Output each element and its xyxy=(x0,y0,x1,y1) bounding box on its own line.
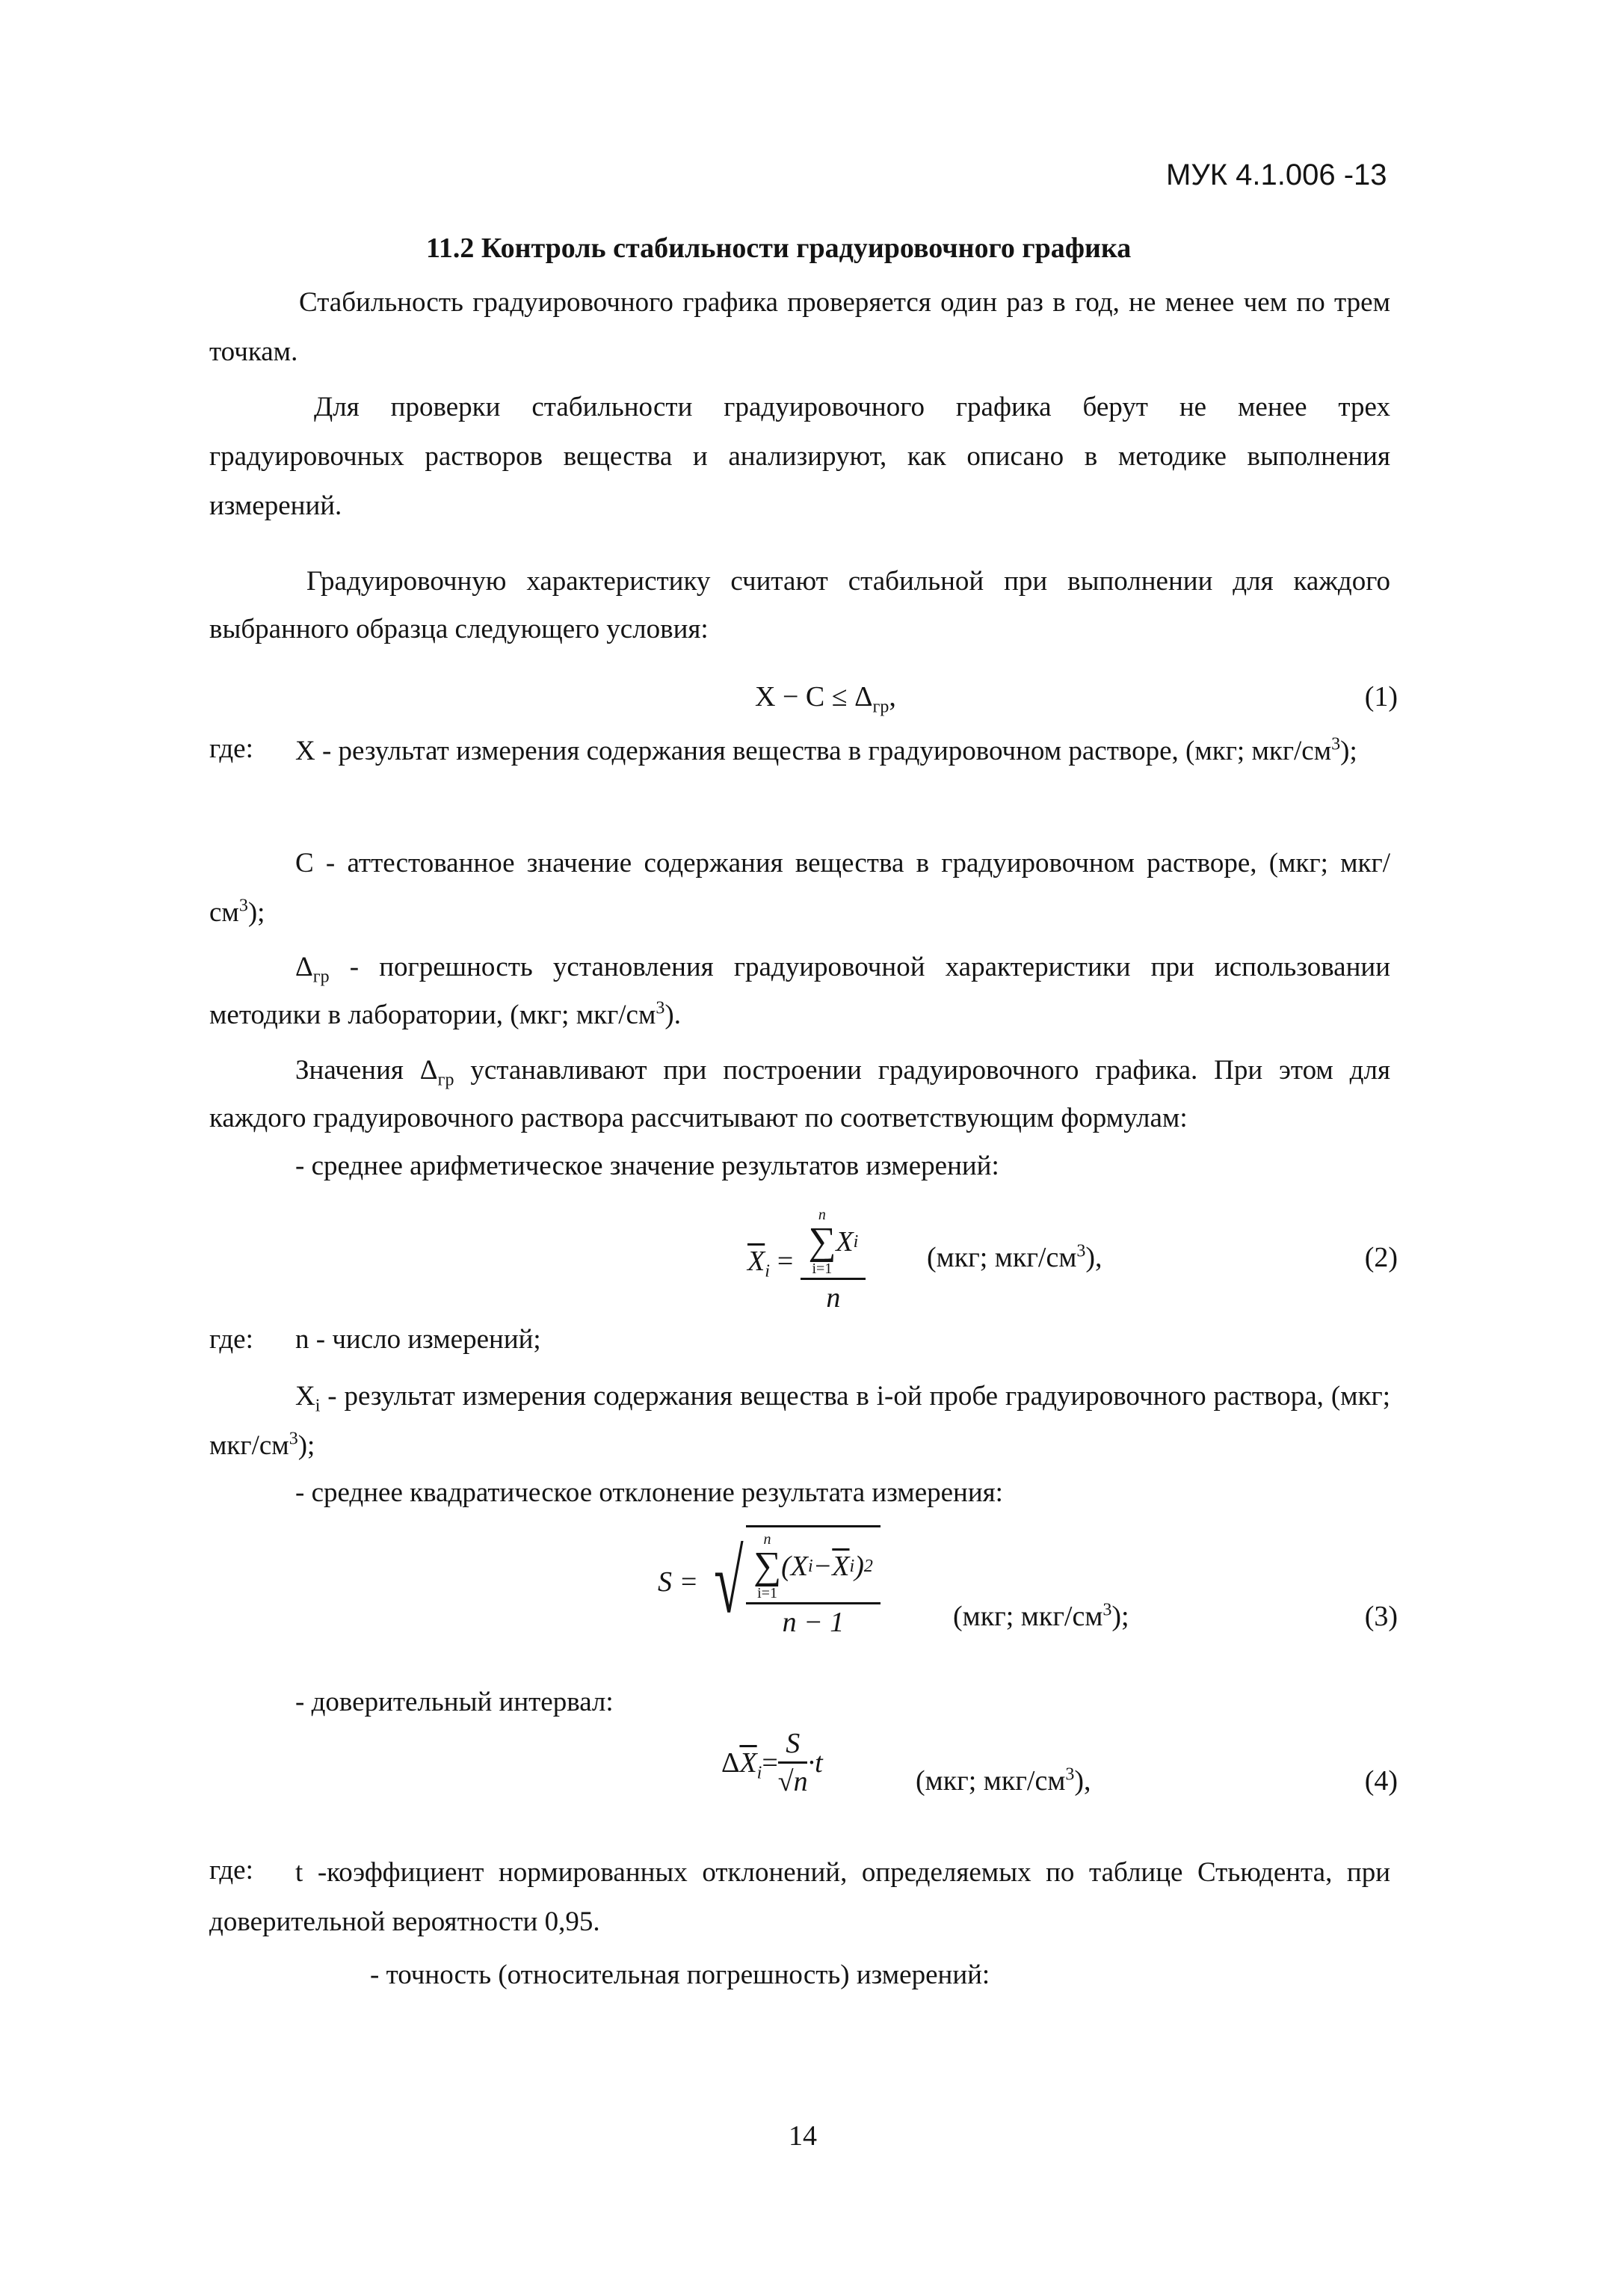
definition-x xyxy=(209,727,1390,776)
sum-icon: ∑ xyxy=(808,1220,836,1263)
paragraph-text-b: устанавливают при построении градуировочного графика. При этом для каждого градуировочного раствора рассчитывают по соответствующим формулам: xyxy=(209,1055,1390,1133)
where-label-1: где: xyxy=(209,733,253,764)
equation-3-sum-bottom: i=1 xyxy=(757,1585,777,1601)
equation-2-fraction: n ∑ i=1 X i n xyxy=(801,1207,866,1314)
paragraph-text: Для проверки стабильности градуировочного графика берут не менее трех градуировочных растворов вещества и анализируют, как описано в методике выполнения измерений. xyxy=(209,392,1390,521)
equation-2-number: (2) xyxy=(1364,1242,1398,1273)
bullet-standard-deviation: - среднее квадратическое отклонение результата измерения: xyxy=(295,1477,1003,1508)
superscript-3: 3 xyxy=(1065,1764,1075,1785)
paragraph-subscript: гр xyxy=(437,1070,454,1090)
definition-delta-close: ). xyxy=(664,1000,681,1030)
definition-c xyxy=(209,839,1390,938)
equation-1-expression: X − C ≤ Δ xyxy=(755,681,873,713)
equation-2-sum-bottom: i=1 xyxy=(812,1261,833,1277)
equation-2-numerator: X xyxy=(836,1226,854,1258)
document-code: МУК 4.1.006 -13 xyxy=(1166,158,1387,191)
paragraph-stability-frequency xyxy=(209,278,1390,377)
definition-xi-symbol: X xyxy=(295,1381,315,1412)
superscript-3: 3 xyxy=(289,1429,298,1449)
equation-2-sum-top: n xyxy=(818,1207,826,1223)
definition-t-text: t -коэффициент нормированных отклонений, определяемых по таблице Стьюдента, при доверительной вероятности 0,95. xyxy=(209,1857,1390,1937)
bullet-confidence-interval: - доверительный интервал: xyxy=(295,1687,614,1717)
definition-t xyxy=(209,1848,1390,1947)
bullet-mean: - среднее арифметическое значение результатов измерений: xyxy=(295,1151,999,1181)
paragraph-text: Стабильность градуировочного графика проверяется один раз в год, не менее чем по трем точкам. xyxy=(209,287,1390,367)
definition-xi-text: - результат измерения содержания вещества в i-ой пробе градуировочного раствора, (мкг; мкг/см xyxy=(209,1381,1390,1461)
equation-2: $\overline{X}_i$ = n ∑ i=1 X i n xyxy=(747,1207,866,1314)
definition-c-text: С - аттестованное значение содержания вещества в градуировочном растворе, (мкг; мкг/см xyxy=(209,848,1390,928)
superscript-3: 3 xyxy=(656,998,665,1018)
equation-3 xyxy=(658,1525,881,1639)
equation-2-units-text: (мкг; мкг/см xyxy=(927,1242,1077,1273)
definition-xi-subscript: i xyxy=(315,1396,321,1416)
equation-1 xyxy=(755,680,896,717)
definition-delta xyxy=(209,944,1390,1039)
definition-delta-text: - погрешность установления градуировочной характеристики при использовании методики в лаборатории, (мкг; мкг/см xyxy=(209,952,1390,1030)
equation-1-tail: , xyxy=(889,681,896,713)
superscript-3: 3 xyxy=(1076,1241,1086,1261)
equation-3-inner: (X xyxy=(781,1551,808,1582)
definition-x-text: X - результат измерения содержания вещества в градуировочном растворе, (мкг; мкг/см xyxy=(295,736,1332,766)
superscript-3: 3 xyxy=(1102,1600,1112,1620)
definition-xi xyxy=(209,1372,1390,1471)
equation-2-units xyxy=(927,1241,1102,1274)
equation-4-fraction xyxy=(778,1727,808,1798)
equation-4-units xyxy=(916,1764,1091,1797)
superscript-3: 3 xyxy=(1331,734,1341,754)
superscript-3: 3 xyxy=(238,896,248,916)
equation-4-lhs-sub: i xyxy=(756,1763,762,1783)
equation-3-units xyxy=(953,1600,1129,1633)
definition-n: n - число измерений; xyxy=(295,1324,541,1355)
equation-1-subscript: гр xyxy=(872,697,889,717)
paragraph-stability-condition xyxy=(209,558,1390,653)
equation-3-fraction: n ∑ i=1 (X i − $\overline{X}$ i ) 2 n − 1 xyxy=(746,1525,881,1639)
equation-3-lhs: S = xyxy=(658,1566,699,1598)
paragraph-delta-values xyxy=(209,1047,1390,1142)
equation-2-units-close: ), xyxy=(1085,1242,1102,1273)
equation-3-inner-close: ) xyxy=(854,1551,864,1582)
paragraph-text-a: Значения Δ xyxy=(295,1055,438,1086)
equation-3-units-close: ); xyxy=(1111,1601,1129,1632)
equation-3-minus: − xyxy=(812,1551,833,1582)
equation-4-denominator: √n xyxy=(777,1766,808,1797)
definition-x-close: ); xyxy=(1340,736,1357,766)
sum-icon: ∑ xyxy=(753,1545,782,1587)
equation-4-numerator: S xyxy=(778,1727,807,1764)
page-number: 14 xyxy=(789,2120,817,2152)
definition-xi-close: ); xyxy=(297,1430,315,1461)
equation-2-lhs-sub: i xyxy=(765,1261,770,1281)
bullet-accuracy: - точность (относительная погрешность) измерений: xyxy=(370,1960,990,1990)
equation-2-denominator: n xyxy=(826,1282,841,1314)
equation-3-units-text: (мкг; мкг/см xyxy=(953,1601,1103,1632)
equation-3-denominator: n − 1 xyxy=(782,1607,845,1638)
equation-3-sum-top: n xyxy=(763,1531,771,1548)
section-title: 11.2 Контроль стабильности градуировочного графика xyxy=(426,233,1132,264)
definition-delta-symbol: Δ xyxy=(295,952,313,982)
equation-3-number: (3) xyxy=(1364,1601,1398,1632)
equation-4-equals: = xyxy=(762,1746,778,1779)
equation-2-lhs: $\overline{X}$ xyxy=(747,1245,765,1277)
equation-4-units-close: ), xyxy=(1074,1765,1091,1797)
paragraph-text: Градуировочную характеристику считают стабильной при выполнении для каждого выбранного образца следующего условия: xyxy=(209,566,1390,644)
definition-delta-subscript: гр xyxy=(312,967,330,987)
equation-4-multiplier: ·t xyxy=(807,1746,823,1779)
equation-1-number: (1) xyxy=(1364,681,1398,713)
sqrt-icon: √ xyxy=(714,1532,744,1631)
definition-c-close: ); xyxy=(247,897,265,928)
equation-3-xbar: $\overline{X}$ xyxy=(832,1551,850,1582)
equation-4-number: (4) xyxy=(1364,1765,1398,1797)
paragraph-stability-check xyxy=(209,383,1390,531)
where-label-2: где: xyxy=(209,1324,253,1355)
where-label-3: где: xyxy=(209,1855,253,1886)
equation-4: $\Delta\overline{X}_i$ = $\frac{S}{√n}$ ·t xyxy=(721,1728,823,1797)
equation-4-units-text: (мкг; мкг/см xyxy=(916,1765,1066,1797)
